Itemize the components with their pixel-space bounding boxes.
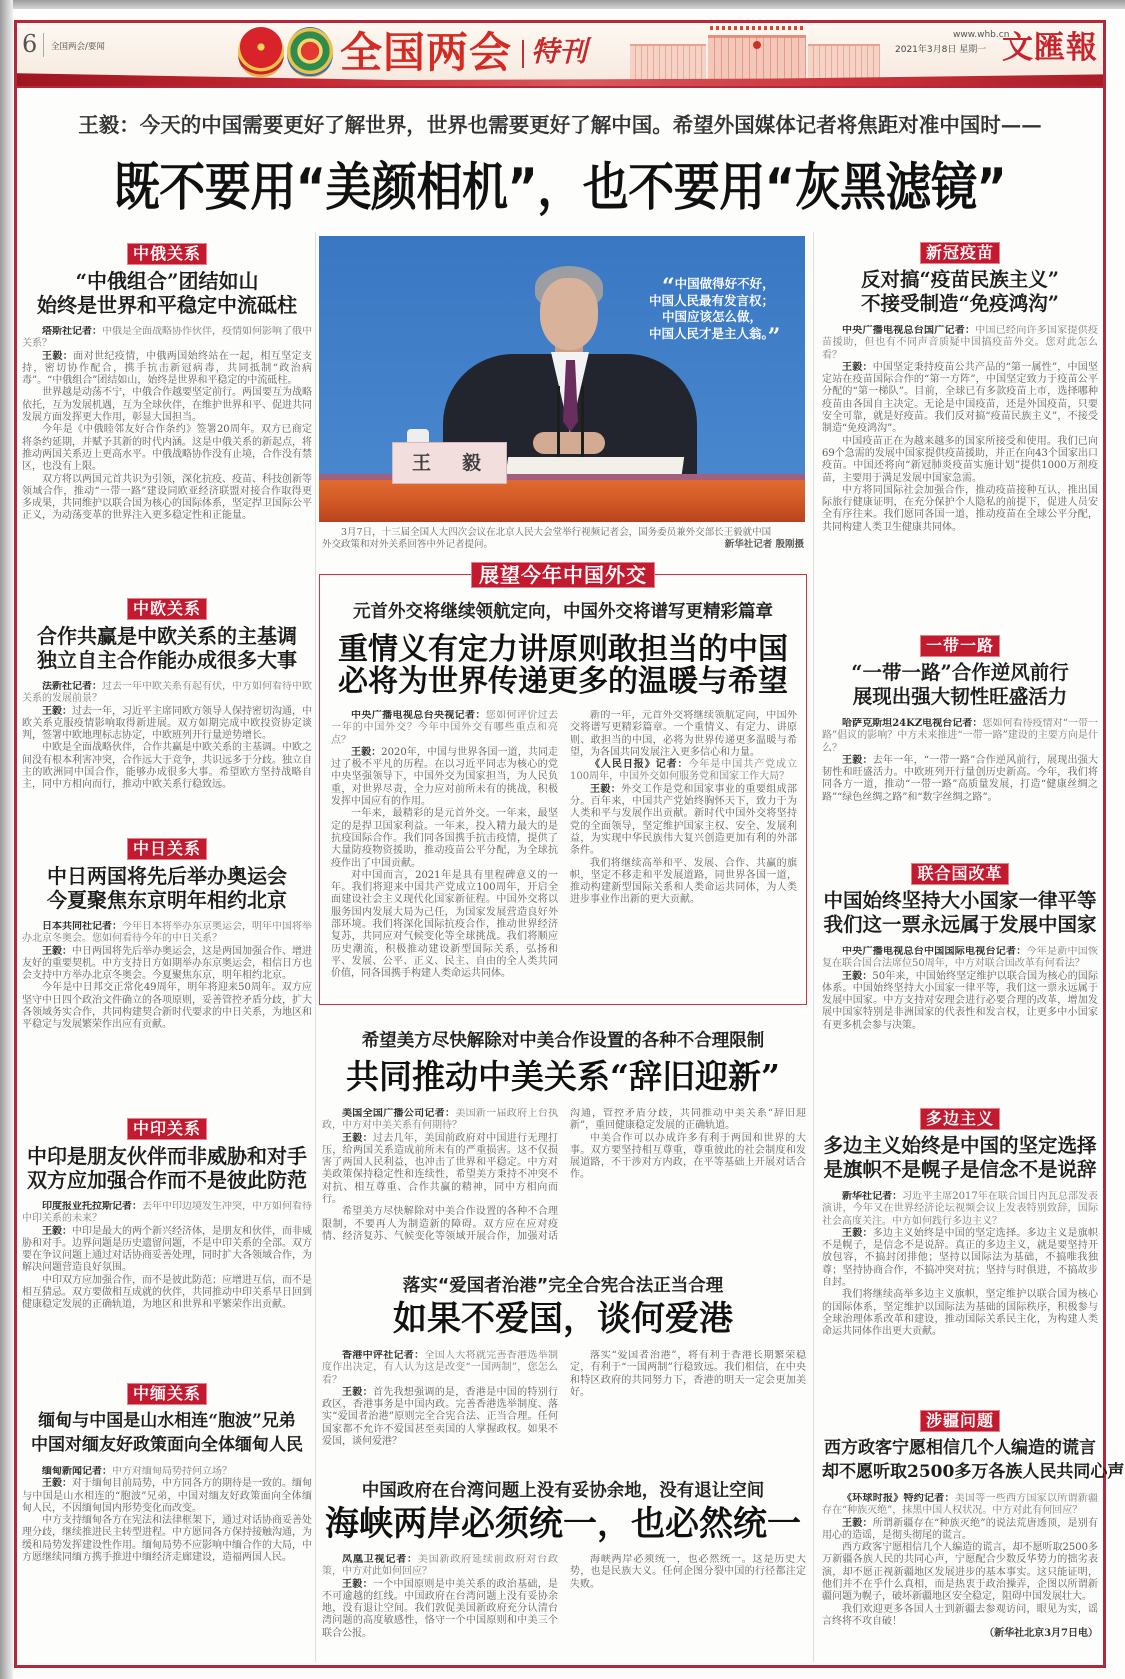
- question-text: 全国人大将就完善香港选举制度作出决定，有人认为这是改变“一国两制”，您怎么看？: [322, 1350, 559, 1386]
- quote-line: [649, 323, 801, 350]
- question-text: 您如何看待疫情对“一带一路”倡议的影响？中方未来推进“一带一路”建设的主要方向是什么？: [822, 718, 1098, 754]
- building-emblem-icon: [753, 41, 761, 49]
- section-headline: [822, 1436, 1125, 1484]
- section-china-japan: [22, 838, 312, 1109]
- answer-paragraph: [822, 1228, 1098, 1289]
- headline-line: 我们这一票永远属于发展中国家: [823, 913, 1097, 936]
- headline-line: “一带一路”合作逆风前行: [851, 661, 1069, 684]
- speaker-label: 王毅：: [842, 970, 873, 982]
- masthead: [17, 23, 1103, 88]
- reporter-label: 美国全国广播公司记者：: [342, 1108, 456, 1119]
- quote-line: 中国应该怎么做，: [662, 309, 763, 324]
- speaker-label: 王毅：: [42, 945, 72, 957]
- body-paragraph: 我们将继续高举多边主义旗帜，坚定维护以联合国为核心的国际体系，坚定维护以国际法为基础的国际秩序，积极参与全球治理体系改革和建设，推动国际关系民主化，为构建人类命运共同体作出更大贡献。: [822, 1289, 1098, 1338]
- caption-line: 3月7日，十三届全国人大四次会议在北京人民大会堂举行视频记者会，国务委员兼外交部长王毅就中国: [341, 527, 772, 538]
- topic-tag: 联合国改革: [911, 863, 1008, 885]
- section-headline: [22, 1409, 312, 1457]
- section-headline: [822, 889, 1098, 937]
- article-body: [822, 325, 1098, 625]
- speaker-label: 王毅：: [42, 1225, 72, 1237]
- answer-paragraph: [331, 747, 558, 808]
- reporter-label: 中央广播电视总台央视记者：: [351, 710, 486, 721]
- headline-line: 中日两国将先后举办奥运会: [47, 864, 287, 888]
- body-paragraph: 世界越是动荡不宁，中俄合作越要坚定前行。两国要互为战略依托，互为发展机遇，互为全球伙伴，在维护世界和平、促进共同发展方面发挥更大作用，彰显大国担当。: [22, 387, 312, 424]
- section-xinjiang: [822, 1410, 1125, 1658]
- nameplate: 王 毅: [392, 442, 507, 484]
- topic-tag: 涉疆问题: [920, 1410, 1000, 1432]
- answer-paragraph: [822, 755, 1098, 804]
- reporter-label: 《环球时报》特约记者：: [842, 1493, 955, 1504]
- answer-paragraph: [570, 784, 797, 858]
- headline-line: 却不愿听取2500多万各族人民共同心声: [822, 1462, 1125, 1482]
- answer-text: 过去一年，习近平主席同欧方领导人保持密切沟通，中欧关系克服疫情影响取得新进展。双方如期完成中欧投资协定谈判，签署中欧地理标志协定，中欧班列开行量逆势增长。: [22, 705, 312, 742]
- building-left-wing: [630, 44, 706, 84]
- story-headline-taiwan: 海峡两岸必须统一，也必然统一: [325, 1504, 801, 1544]
- quote-text: 中国人民才是主人翁。: [649, 325, 768, 341]
- question-paragraph: [22, 1201, 312, 1226]
- speaker-label: 王毅：: [342, 1386, 373, 1398]
- answer-text: 外交工作是党和国家事业的重要组成部分。百年来，中国共产党始终胸怀天下，致力于为人类和平与发展作出贡献。新时代中国外交将坚持党的全面领导，坚定维护国家主权、安全、发展利益，为实现中华民族伟大复兴创造更加有利的外部条件。: [570, 783, 797, 857]
- quote-text: 中国做得好不好，: [674, 276, 775, 291]
- answer-paragraph: [322, 1133, 558, 1207]
- headline-line: 重情义有定力讲原则敢担当的中国: [338, 632, 788, 667]
- open-quote-mark: “: [662, 274, 675, 300]
- headline-line: 是旗帜不是幌子是信念不是说辞: [823, 1158, 1097, 1181]
- section-china-myanmar: [22, 1383, 312, 1658]
- body-paragraph: 希望美方尽快解除对中美合作设置的各种不合理限制，不要再人为制造新的障碍。双方应在应对疫情、经济复苏、气候变化等领域开展合作，加强对话沟通，管控矛盾分歧，共同推动中美关系“辞旧迎新”，重回健康稳定发展的正确轨道。: [322, 1108, 806, 1242]
- answer-text: 中国坚定秉持疫苗公共产品的“第一属性”，中国坚定站在疫苗国际合作的“第一方阵”，中国坚定致力于疫苗公平分配的“第一梯队”。目前，全球已有多款疫苗上市，选择哪种疫苗由各国自主决定。无论是中国疫苗，还是外国疫苗，只要安全可靠，就是好疫苗。我们反对搞“疫苗民族主义”，不接受制造“免疫鸿沟”。: [822, 361, 1098, 435]
- cppcc-emblem-icon: [287, 27, 333, 77]
- quote-line: 中国人民最有发言权；: [649, 292, 775, 308]
- reporter-label: 日本共同社记者：: [42, 921, 122, 932]
- question-paragraph: [322, 1350, 558, 1387]
- headline-line: 不接受制造“免疫鸿沟”: [861, 292, 1059, 315]
- body-paragraph: 中方支持缅甸各方在宪法和法律框架下，通过对话协商妥善处理分歧，继续推进民主转型进程。中方愿同各方保持接触沟通，为缓和局势发挥建设性作用。缅甸局势不应影响中缅合作的大局，中方愿继续同缅方携手推进中缅经济走廊建设，造福两国人民。: [22, 1515, 312, 1564]
- section-headline: [822, 1134, 1098, 1182]
- answer-text: 中日两国将先后举办奥运会，这是两国加强合作、增进友好的重要契机。中方支持日方如期举办东京奥运会，相信日方也会支持中方举办北京冬奥会。今夏聚焦东京，明年相约北京。: [22, 945, 312, 982]
- answer-text: 面对世纪疫情，中俄两国始终站在一起，相互坚定支持，密切协作配合，携手抗击新冠病毒，共同抵制“政治病毒”。“中俄组合”团结如山，始终是世界和平稳定的中流砥柱。: [22, 350, 312, 387]
- story-kicker-us: 希望美方尽快解除对中美合作设置的各种不合理限制: [361, 1031, 765, 1051]
- headline-line: 缅甸与中国是山水相连“胞波”兄弟: [38, 1411, 296, 1431]
- body-paragraph: 中美合作可以办成许多有利于两国和世界的大事。双方要坚持相互尊重，尊重彼此的社会制度和发展道路，不干涉对方内政，在平等基础上开展对话合作。: [570, 1132, 806, 1181]
- page-number: 6: [22, 30, 38, 58]
- section-belt-and-road: [822, 635, 1098, 856]
- feature-tag-row: [319, 562, 807, 588]
- answer-paragraph: [22, 1226, 312, 1275]
- article-body: [822, 718, 1098, 856]
- body-paragraph: 我们将继续高举和平、发展、合作、共赢的旗帜，坚定不移走和平发展道路，同世界各国一道，推动构建新型国际关系和人类命运共同体，为人类进步事业作出新的更大贡献。: [570, 857, 797, 906]
- answer-text: 过去几年，美国前政府对中国进行无理打压，给两国关系造成前所未有的严重损害。这不仅损害了两国人民利益，也冲击了世界和平稳定。中方对美政策保持稳定性和连续性，希望美方秉持不冲突不对抗、相互尊重、合作共赢的精神，同中方相向而行。: [322, 1132, 559, 1206]
- answer-text: 去年一年，“一带一路”合作逆风前行，展现出强大韧性和旺盛活力。中欧班列开行量创历史新高。今年，我们将同各方一道，推动“一带一路”高质量发展，打造“健康丝绸之路”“绿色丝绸之路”和“数字丝绸之路”。: [822, 754, 1098, 803]
- reporter-label: 中央广播电视总台国广记者：: [842, 325, 976, 336]
- answer-paragraph: [22, 1478, 312, 1515]
- question-paragraph: [22, 326, 312, 351]
- answer-paragraph: [822, 362, 1098, 436]
- story-body-hongkong: [322, 1350, 806, 1466]
- photo-quote: [649, 274, 801, 350]
- story-headline-hongkong: 如果不爱国，谈何爱港: [393, 1299, 733, 1339]
- headline-line: 双方应加强合作而不是彼此防范: [27, 1168, 307, 1192]
- question-paragraph: [822, 718, 1098, 755]
- topic-tag: 中缅关系: [127, 1383, 207, 1405]
- answer-text: 所谓新疆存在“种族灭绝”的说法荒唐透顶，是别有用心的造谣，是彻头彻尾的谎言。: [822, 1517, 1098, 1541]
- section-china-russia: [22, 243, 312, 581]
- question-text: 中国已经向许多国家提供疫苗援助，但也有不同声音质疑中国搞疫苗外交。您对此怎么看？: [822, 325, 1098, 361]
- section-headline: [22, 864, 312, 912]
- speaker-head: [540, 278, 598, 350]
- article-body: [822, 1493, 1098, 1658]
- column-rule-left: [315, 232, 316, 1662]
- speaker-hands: [533, 432, 605, 454]
- section-headline: [22, 1144, 312, 1192]
- headline-line: 必将为世界传递更多的温暖与希望: [338, 664, 788, 699]
- national-emblem-icon: [238, 27, 284, 77]
- question-paragraph: [331, 710, 558, 747]
- newspaper-logo: 文匯報: [1002, 30, 1098, 66]
- speaker-label: 王毅：: [842, 1517, 873, 1529]
- speaker-label: 王毅：: [842, 754, 873, 766]
- page-number-divider: [43, 33, 44, 57]
- section-multilateralism: [822, 1108, 1098, 1403]
- body-paragraph: 新的一年，元首外交将继续领航定向，中国外交将谱写更精彩篇章。一个重情义、有定力、讲原则、敢担当的中国，必将为世界传递更多温暖与希望，为各国共同发展注入更多信心和力量。: [570, 710, 797, 758]
- story-headline-us: 共同推动中美关系“辞旧迎新”: [346, 1057, 780, 1096]
- press-conference-photo: [319, 236, 805, 522]
- section-headline: [22, 269, 312, 317]
- speaker-label: 王毅：: [842, 1227, 873, 1239]
- question-text: 美国等一些西方国家以所谓新疆存在“种族灭绝”，抹黑中国人权状况。中方对此有何回应？: [822, 1493, 1098, 1517]
- answer-paragraph: [822, 971, 1098, 1032]
- feature-tag: 展望今年中国外交: [471, 562, 655, 588]
- body-paragraph: 今年是中日邦交正常化49周年，明年将迎来50周年。双方应坚守中日四个政治文件确立的各项原则，妥善管控矛盾分歧，扩大各领域务实合作，共同构建契合新时代要求的中日关系，为地区和平稳定与发展繁荣作出应有贡献。: [22, 982, 312, 1031]
- body-paragraph: 对中国而言，2021年是具有里程碑意义的一年。我们将迎来中国共产党成立100周年，开启全面建设社会主义现代化国家新征程。中国外交将以服务国内发展大局为己任，为国家发展营造良好外部环境。我们将深化国际抗疫合作，推动世界经济复苏，共同应对气候变化等全球挑战。我们将顺应历史潮流，积极推动建设新型国际关系，弘扬和平、发展、公平、正义、民主、自由的全人类共同价值，同各国携手构建人类命运共同体。: [331, 869, 558, 980]
- answer-paragraph: [322, 1579, 558, 1640]
- question-paragraph: [822, 1191, 1098, 1228]
- question-text: 今年是中国共产党成立100周年，中国外交如何服务党和国家工作大局？: [570, 759, 797, 783]
- article-body: [22, 681, 312, 829]
- reporter-label: 缅甸新闻记者：: [42, 1466, 112, 1477]
- answer-text: 对于缅甸目前局势，中方同各方的期待是一致的。缅甸与中国是山水相连的“胞波”兄弟，中国对缅友好政策面向全体缅甸人民，不因缅甸国内形势变化而改变。: [22, 1478, 312, 1514]
- section-label: 全国两会/要闻: [51, 42, 105, 52]
- section-china-europe: [22, 598, 312, 829]
- speaker-label: 王毅：: [42, 350, 74, 362]
- lead-headline: 既不要用“美颜相机”，也不要用“灰黑滤镜”: [113, 156, 1007, 218]
- question-paragraph: [822, 325, 1098, 362]
- story-body-taiwan: [322, 1554, 806, 1660]
- section-un-reform: [822, 863, 1098, 1096]
- topic-tag: 中俄关系: [127, 243, 207, 265]
- topic-tag: 新冠疫苗: [920, 242, 1000, 264]
- page-top-shadow: [0, 0, 1125, 9]
- answer-paragraph: [22, 946, 312, 983]
- question-paragraph: [822, 1493, 1098, 1518]
- headline-line: 中国对缅友好政策面向全体缅甸人民: [31, 1435, 303, 1455]
- special-edition-label: 特刊: [531, 35, 588, 68]
- article-body: [22, 921, 312, 1109]
- body-paragraph: 双方将以两国元首共识为引领，深化抗疫、疫苗、科技创新等领域合作，推动“一带一路”建设同欧亚经济联盟对接合作取得更多成果，共同维护以联合国为核心的国际体系，坚定捍卫国际公平正义，为动荡变革的世界注入更多稳定性和正能量。: [22, 473, 312, 522]
- topic-tag: 多边主义: [920, 1108, 1000, 1130]
- desk-papers: [506, 457, 684, 474]
- body-paragraph: 落实“爱国者治港”，将有利于香港长期繁荣稳定，有利于“一国两制”行稳致远。我们相信，在中央和特区政府的共同努力下，香港的明天一定会更加美好。: [570, 1350, 806, 1398]
- feature-subtitle: 元首外交将继续领航定向，中国外交将谱写更精彩篇章: [353, 602, 773, 622]
- body-paragraph: 中国疫苗正在为越来越多的国家所接受和使用。我们已向69个急需的发展中国家提供疫苗援助，并正在向43个国家出口疫苗。中国还将向“新冠肺炎疫苗实施计划”提供1000万剂疫苗，主要用于满足发展中国家急需。: [822, 435, 1098, 484]
- question-text: 习近平主席2017年在联合国日内瓦总部发表演讲，今年又在世界经济论坛视频会议上发表特别致辞，国际社会高度关注。中方如何践行多边主义？: [822, 1191, 1098, 1227]
- question-paragraph: [22, 1466, 312, 1478]
- answer-text: 2020年，中国与世界各国一道，共同走过了极不平凡的历程。在以习近平同志为核心的党中央坚强领导下，中国外交为国家担当，为人民负重，对世界尽责，全力应对前所未有的挑战，积极发挥中国应有的作用。: [331, 746, 559, 808]
- question-paragraph: [822, 946, 1098, 971]
- question-paragraph: [322, 1554, 558, 1579]
- body-paragraph: 今年是《中俄睦邻友好合作条约》签署20周年。双方已商定将条约延期，并赋予其新的时代内涵。这是中俄关系的新起点，将推动两国关系迈上更高水平。中俄战略协作没有止境，合作没有禁区，也没有上限。: [22, 424, 312, 473]
- issue-date: 2021年3月8日 星期一: [895, 45, 987, 55]
- reporter-label: 《人民日报》记者：: [590, 759, 689, 771]
- question-text: 过去一年中欧关系有起有伏，中方如何看待中欧关系的发展前景？: [22, 681, 312, 705]
- question-text: 中俄是全面战略协作伙伴，疫情如何影响了俄中关系？: [22, 326, 312, 350]
- headline-line: 中国始终坚持大小国家一律平等: [823, 889, 1097, 912]
- headline-line: 反对搞“疫苗民族主义”: [861, 268, 1059, 291]
- answer-paragraph: [322, 1387, 558, 1448]
- masthead-divider: [522, 40, 524, 68]
- question-text: 中方对缅甸局势持何立场？: [112, 1466, 232, 1477]
- speaker-label: 王毅：: [590, 783, 622, 795]
- answer-paragraph: [22, 706, 312, 743]
- speaker-label: 王毅：: [842, 361, 873, 373]
- story-kicker-hongkong: 落实“爱国者治港”完全合宪合法正当合理: [402, 1276, 724, 1296]
- body-paragraph: 一年来，最精彩的是元首外交。一年来，最坚定的是捍卫国家利益。一年来，投入精力最大的是抗疫国际合作。我们同各国携手抗击疫情，提供了大量防疫物资援助，推动疫苗公平分配，为全球抗疫作出了中国贡献。: [331, 808, 558, 869]
- answer-text: 多边主义始终是中国的坚定选择。多边主义是旗帜不是幌子，是信念不是说辞。真正的多边主义，就是要坚持开放包容，不搞封闭排他；坚持以国际法为基础，不搞唯我独尊；坚持协商合作，不搞冲突对抗；坚持与时俱进，不搞故步自封。: [822, 1227, 1098, 1289]
- answer-paragraph: [22, 351, 312, 388]
- lead-kicker: 王毅：今天的中国需要更好了解世界，世界也需要更好了解中国。希望外国媒体记者将焦距对准中国时——: [78, 113, 1042, 137]
- masthead-red-swoosh: [17, 67, 1103, 88]
- article-body: [22, 1466, 312, 1658]
- reporter-label: 塔斯社记者：: [42, 326, 102, 337]
- close-quote-mark: ”: [767, 323, 781, 350]
- section-covid-vaccine: [822, 242, 1098, 625]
- reporter-label: 中央广播电视总台中国国际电视台记者：: [842, 946, 1027, 957]
- topic-tag: 中欧关系: [127, 598, 207, 620]
- speaker-label: 王毅：: [42, 1478, 72, 1490]
- answer-text: 一个中国原则是中美关系的政治基础，是不可逾越的红线。中国政府在台湾问题上没有妥协余地，没有退让空间。我们敦促美国新政府充分认清台湾问题的高度敏感性，恪守一个中国原则和中美三个联合公报。: [322, 1578, 559, 1639]
- question-paragraph: [22, 921, 312, 946]
- question-text: 您如何评价过去一年的中国外交？今年中国外交有哪些重点和亮点？: [331, 710, 559, 746]
- question-text: 今年是新中国恢复在联合国合法席位50周年，中方对联合国改革有何看法？: [822, 946, 1098, 970]
- headline-line: 今夏聚焦东京明年相约北京: [47, 888, 287, 912]
- page-left-shadow: [0, 0, 13, 1679]
- masthead-rule: [17, 86, 1103, 88]
- topic-tag: 一带一路: [920, 635, 1000, 657]
- dateline-byline: （新华社北京3月7日电）: [984, 1628, 1098, 1640]
- website-url: www.whb.cn: [953, 30, 1010, 40]
- reporter-label: 法新社记者：: [42, 681, 102, 692]
- caption-line: [322, 539, 804, 551]
- reporter-label: 凤凰卫视记者：: [342, 1554, 418, 1565]
- feature-headline: [319, 634, 807, 698]
- question-paragraph: [570, 759, 797, 784]
- article-body: [22, 1201, 312, 1373]
- body-paragraph: 海峡两岸必须统一，也必然统一。这是历史大势，也是民族大义。任何企图分裂中国的行径都注定失败。: [570, 1554, 806, 1590]
- feature-body: [331, 710, 797, 998]
- question-paragraph: [22, 681, 312, 706]
- speaker-label: 王毅：: [42, 705, 72, 717]
- section-headline: [822, 268, 1098, 316]
- speaker-label: 王毅：: [342, 1132, 373, 1144]
- story-kicker-taiwan: 中国政府在台湾问题上没有妥协余地，没有退让空间: [361, 1481, 765, 1501]
- question-text: 去年中印边境发生冲突，中方如何看待中印关系的未来？: [22, 1201, 312, 1225]
- question-text: 美国新一届政府上台执政，中方对中美关系有何期待？: [322, 1108, 559, 1132]
- body-paragraph: 中欧是全面战略伙伴，合作共赢是中欧关系的主基调。中欧之间没有根本利害冲突，合作远大于竞争，共识远多于分歧。独立自主的欧洲同中国合作，能够办成很多大事。希望欧方坚持战略自主，同中方相向而行，推动中欧关系行稳致远。: [22, 742, 312, 791]
- headline-line: 独立自主合作能办成很多大事: [37, 648, 297, 672]
- caption-text: 外交政策和对外关系回答中外记者提问。: [322, 539, 494, 550]
- article-body: [822, 1191, 1098, 1403]
- question-text: 美国新政府延续前政府对台政策，中方对此如何回应？: [322, 1554, 559, 1578]
- answer-text: 50年来，中国始终坚定维护以联合国为核心的国际体系。中国始终坚持大小国家一律平等，我们这一票永远属于发展中国家。中方支持对安理会进行必要合理的改革，增加发展中国家特别是非洲国家的代表性和发言权，让更多中小国家有更多机会参与决策。: [822, 970, 1098, 1031]
- story-body-us: [322, 1108, 806, 1266]
- answer-text: 首先我想强调的是，香港是中国的特别行政区，香港事务是中国内政。完善香港选举制度、落实“爱国者治港”原则完全合宪合法、正当合理。任何国家都不允许不爱国甚至卖国的人掌握政权。如果不爱国，谈何爱港？: [322, 1386, 559, 1448]
- headline-line: 多边主义始终是中国的坚定选择: [823, 1134, 1097, 1157]
- great-hall-illustration: [630, 26, 880, 82]
- reporter-label: 香港中评社记者：: [342, 1350, 425, 1361]
- headline-line: 合作共赢是中欧关系的主基调: [37, 624, 297, 648]
- headline-line: 西方政客宁愿相信几个人编造的谎言: [824, 1438, 1096, 1458]
- answer-paragraph: [822, 1518, 1098, 1543]
- column-rule-right: [813, 232, 814, 1662]
- question-paragraph: [322, 1108, 558, 1133]
- topic-tag: 中印关系: [127, 1118, 207, 1140]
- reporter-label: 印度报业托拉斯记者：: [42, 1201, 142, 1212]
- masthead-title: 全国两会: [340, 28, 513, 77]
- answer-text: 中印是最大的两个新兴经济体，是朋友和伙伴，而非威胁和对手。边界问题是历史遗留问题，不是中印关系的全部。双方要在争议问题上通过对话协商妥善处理，同时扩大各领域合作，为解决问题营造良好氛围。: [22, 1225, 312, 1274]
- headline-line: “中俄组合”团结如山: [75, 269, 259, 293]
- headline-line: 中印是朋友伙伴而非威胁和对手: [27, 1144, 307, 1168]
- section-headline: [822, 661, 1098, 709]
- headline-line: 展现出强大韧性旺盛活力: [852, 685, 1068, 708]
- flags-row-icon: [710, 26, 806, 30]
- body-paragraph: 我们欢迎更多各国人士到新疆去参观访问，眼见为实，谣言终将不攻自破！: [822, 1603, 1098, 1627]
- body-paragraph: 中印双方应加强合作，而不是彼此防范；应增进互信，而不是相互猜忌。双方要做相互成就的伙伴，共同推动中印关系早日回到健康稳定发展的正确轨道，为地区和世界和平繁荣作出贡献。: [22, 1274, 312, 1311]
- body-paragraph: 西方政客宁愿相信几个人编造的谎言，却不愿听取2500多万新疆各族人民的共同心声，宁愿配合少数反华势力的拙劣表演，却不愿正视新疆地区发展进步的基本事实。这只能证明，他们并不在乎什么真相，而是热衷于政治操弄，企图以所谓新疆问题为幌子，破坏新疆地区安全稳定，阻碍中国发展壮大。: [822, 1542, 1098, 1603]
- section-headline: [22, 624, 312, 672]
- article-body: [22, 326, 312, 581]
- reporter-label: 新华社记者：: [842, 1191, 903, 1202]
- body-paragraph: 中方将同国际社会加强合作，推动疫苗接种互认，推出国际旅行健康证明，在充分保护个人隐私的前提下，促进人员安全有序往来。我们愿同各国一道，推动疫苗在全球公平分配，共同构建人类卫生健康共同体。: [822, 484, 1098, 533]
- question-text: 今年日本将举办东京奥运会，明年中国将举办北京冬奥会。您如何看待今年的中日关系？: [22, 921, 312, 945]
- speaker-label: 王毅：: [351, 746, 382, 758]
- topic-tag: 中日关系: [127, 838, 207, 860]
- article-body: [822, 946, 1098, 1096]
- photo-caption: [322, 527, 804, 551]
- section-china-india: [22, 1118, 312, 1373]
- headline-line: 始终是世界和平稳定中流砥柱: [37, 293, 297, 317]
- photo-credit: 新华社记者 殷刚摄: [724, 539, 804, 550]
- speaker-label: 王毅：: [342, 1578, 373, 1590]
- reporter-label: 哈萨克斯坦24KZ电视台记者：: [842, 718, 983, 729]
